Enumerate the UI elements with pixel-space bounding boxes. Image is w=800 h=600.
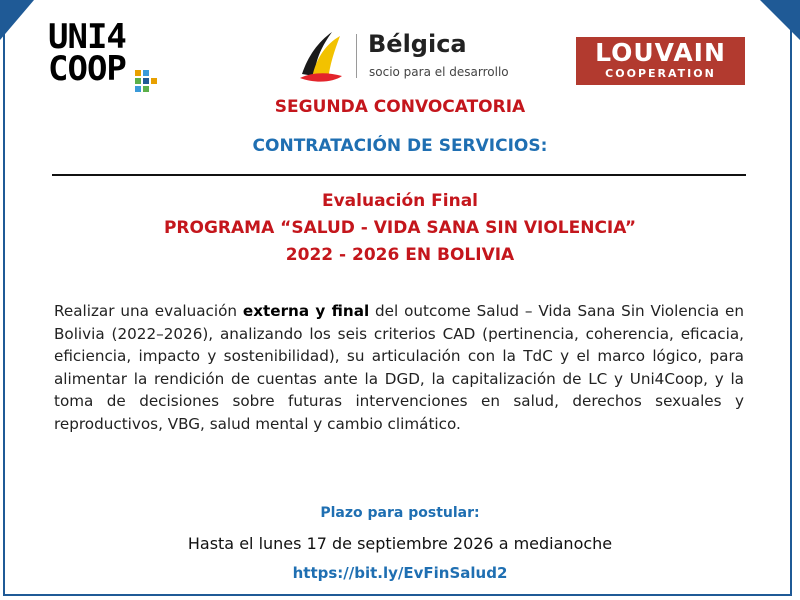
title-line-1: Evaluación Final [321,191,478,211]
uni4coop-logo [48,17,168,90]
application-link[interactable]: https://bit.ly/EvFinSalud2 [292,564,508,582]
uni4coop-logo-line1: UNI4 [48,17,126,57]
title-line-3: 2022 - 2026 EN BOLIVIA [285,245,515,265]
convocatoria-heading: SEGUNDA CONVOCATORIA [274,97,526,117]
description-bold: externa y final [242,302,370,320]
belgica-separator [356,34,357,78]
louvain-logo-bottom: COOPERATION [605,67,716,80]
deadline-label: Plazo para postular: [320,505,480,521]
louvain-logo-top: LOUVAIN [595,38,726,67]
belgica-subtitle: socio para el desarrollo [369,65,509,79]
title-line-2: PROGRAMA “SALUD - VIDA SANA SIN VIOLENCIA” [163,218,637,238]
belgica-title: Bélgica [368,30,467,58]
belgica-logo [298,28,538,88]
divider [52,174,746,176]
louvain-cooperation-logo [576,37,745,85]
corner-decoration-right [760,0,800,40]
corner-decoration-left [0,0,34,40]
description-after: del outcome Salud – Vida Sana Sin Violencia en Bolivia (2022–2026), analizando los seis criterios CAD (pertinencia, coherencia, eficacia, eficiencia, impacto y sostenibilidad), su articulación con la TdC y el marco lógico, para alimentar la rendición de cuentas ante la DGD, la capitalización de LC y Uni4Coop, y la toma de decisiones sobre futuras intervenciones en salud, derechos sexuales y reproductivos, VBG, salud mental y cambio climático. [54,302,744,433]
uni4coop-grid-icon [135,70,157,92]
deadline-text: Hasta el lunes 17 de septiembre 2026 a medianoche [187,534,613,553]
uni4coop-logo-line2: COOP [48,49,126,89]
contratacion-heading: CONTRATACIÓN DE SERVICIOS: [252,136,548,156]
belgium-flag-mark-icon [298,28,344,84]
description-paragraph [54,300,744,435]
description-before: Realizar una evaluación [54,302,243,320]
